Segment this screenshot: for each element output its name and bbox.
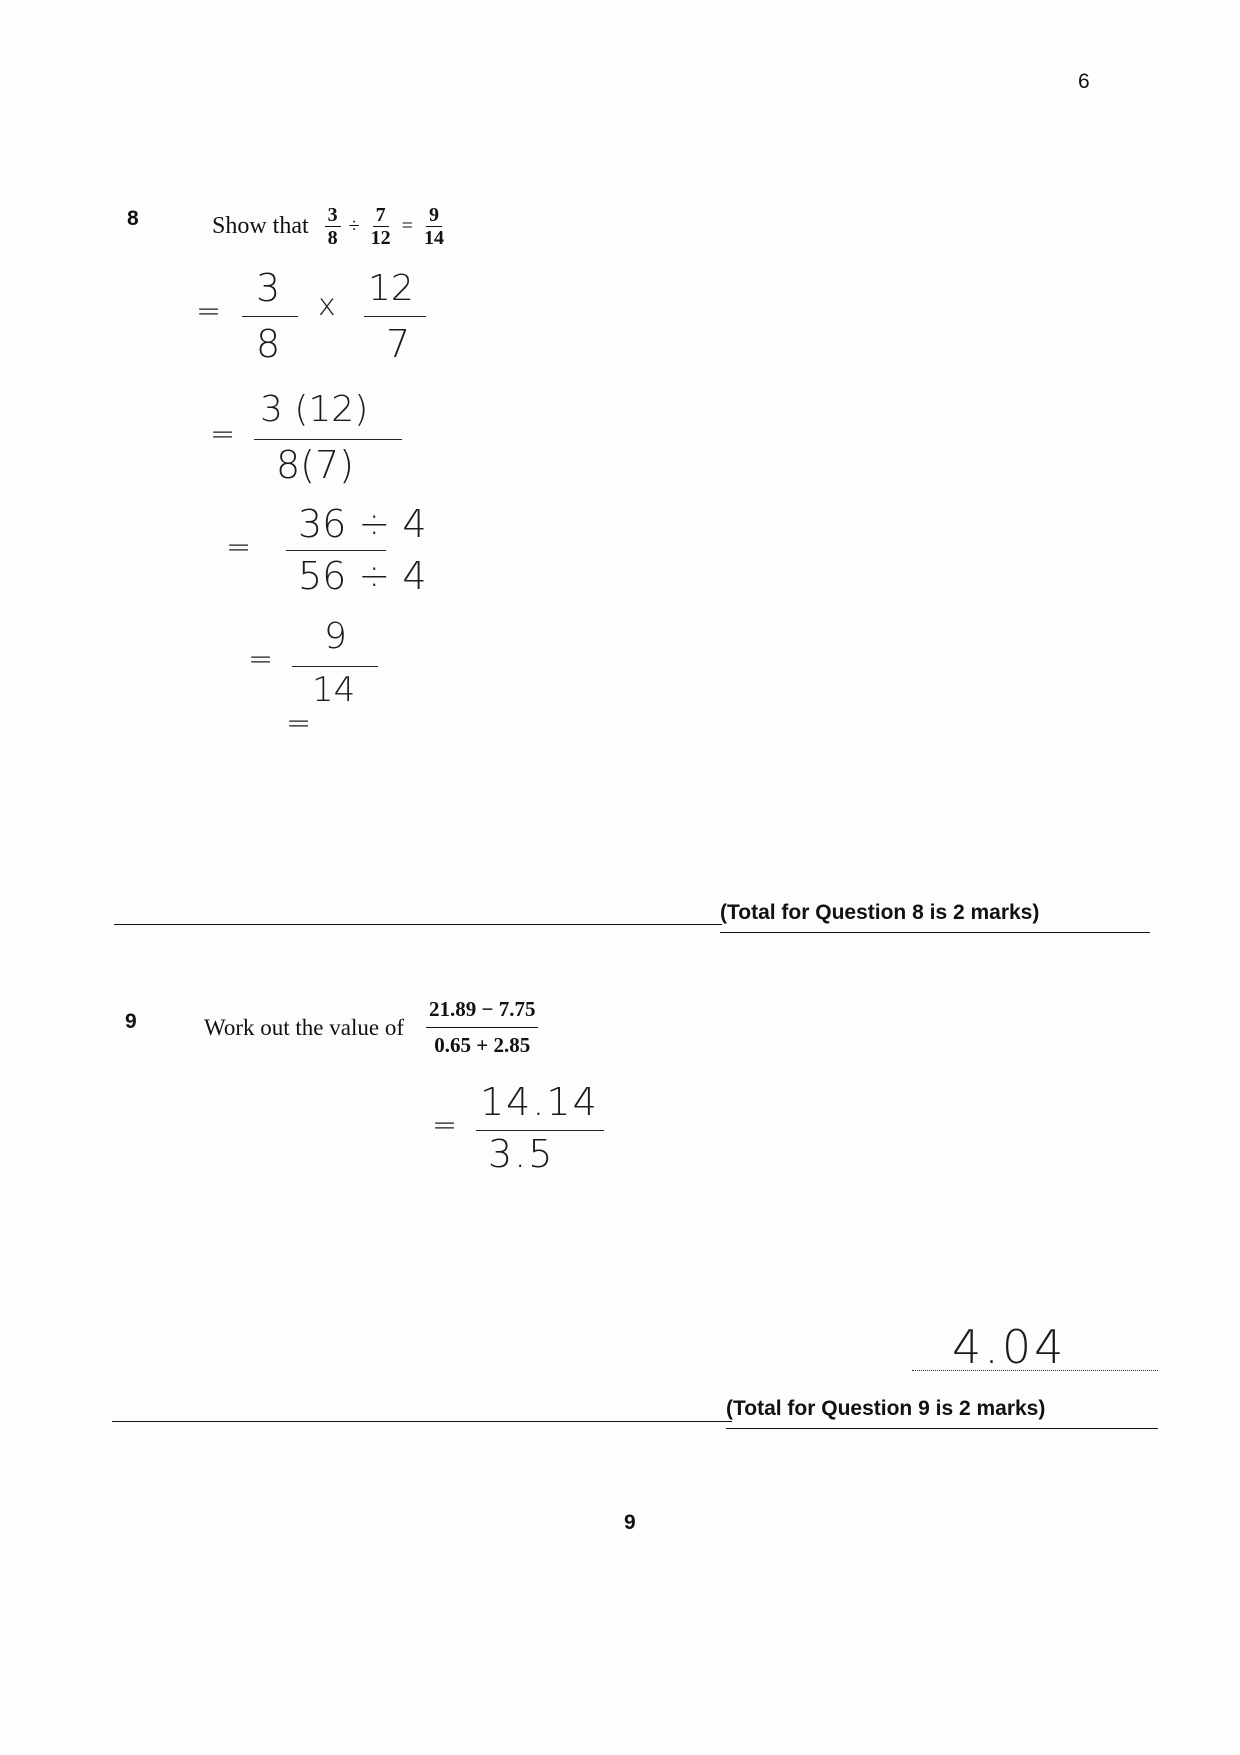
question-8-prompt — [212, 204, 447, 249]
question-9-rule-left — [112, 1421, 732, 1422]
working-eq-4: = — [248, 642, 274, 677]
header-page-number: 6 — [1078, 70, 1090, 93]
working-1-op: x — [318, 288, 336, 323]
question-8-total: (Total for Question 8 is 2 marks) — [720, 901, 1040, 924]
working-q9-num: 14.14 — [480, 1080, 599, 1124]
fraction-9-14: $\frac{9}{14}$ — [423, 204, 444, 249]
question-8-rule-left — [114, 924, 722, 925]
working-line-3 — [226, 500, 486, 610]
working-3-den: 56 ÷ 4 — [298, 554, 427, 598]
equals-sign: = — [401, 215, 413, 237]
working-eq-2: = — [210, 417, 236, 452]
working-q9-eq: = — [432, 1108, 458, 1143]
question-9-prompt — [204, 998, 538, 1057]
working-line-1 — [196, 266, 456, 382]
working-eq-1: = — [196, 294, 222, 329]
working-q9 — [432, 1080, 632, 1186]
working-4-num: 9 — [324, 616, 347, 657]
working-eq-5: = — [286, 706, 312, 741]
working-1-a-den: 8 — [256, 322, 281, 366]
working-4-den: 14 — [312, 670, 356, 710]
question-9-total: (Total for Question 9 is 2 marks) — [726, 1397, 1046, 1420]
working-2-num: 3 (12) — [260, 389, 369, 430]
question-9-rule-right — [726, 1428, 1158, 1429]
working-1-b-num: 12 — [368, 268, 414, 309]
question-9-fraction: $\frac{21.89 - 7.75}{0.65 + 2.85}$ — [426, 998, 538, 1057]
footer-page-number: 9 — [624, 1511, 636, 1534]
fraction-3-8: $\frac{3}{8}$ — [325, 204, 341, 249]
question-9-answer: 4.04 — [952, 1320, 1067, 1374]
fraction-7-12: $\frac{7}{12}$ — [370, 204, 391, 249]
working-q9-den: 3.5 — [488, 1132, 555, 1176]
working-1-a-num: 3 — [256, 266, 281, 310]
question-8-rule-right — [720, 932, 1150, 933]
question-9-prompt-text: Work out the value of — [204, 1014, 404, 1040]
working-line-4 — [248, 616, 428, 720]
working-1-b-den: 7 — [386, 322, 411, 366]
working-2-den: 8(7) — [276, 443, 355, 487]
working-line-2 — [210, 389, 450, 505]
divide-sign: ÷ — [348, 215, 360, 237]
question-8-prompt-text: Show that — [212, 213, 309, 239]
working-eq-3: = — [226, 530, 252, 565]
question-9-number: 9 — [125, 1010, 137, 1033]
answer-dotted-line — [912, 1370, 1158, 1371]
question-8-number: 8 — [127, 207, 139, 230]
working-3-num: 36 ÷ 4 — [298, 502, 427, 546]
